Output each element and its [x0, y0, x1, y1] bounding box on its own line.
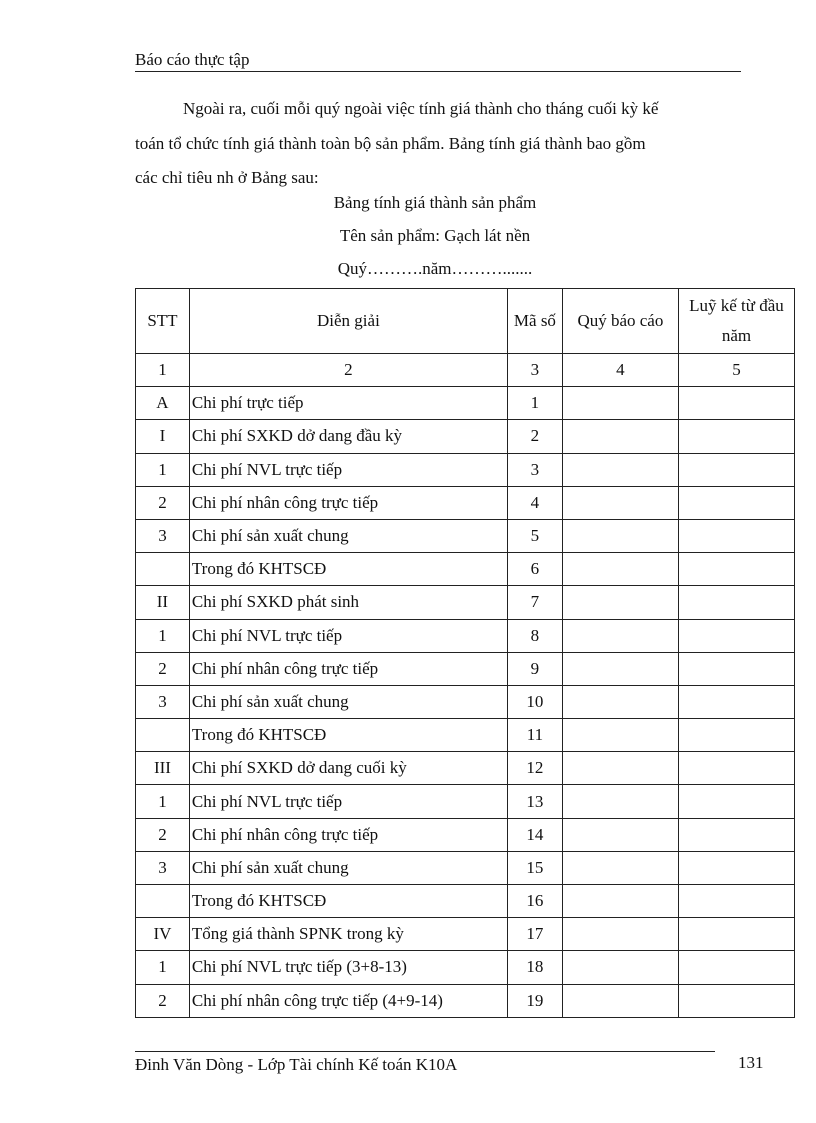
- cell-description: Trong đó KHTSCĐ: [189, 885, 507, 918]
- table-row: [136, 553, 795, 586]
- cell-description: Chi phí SXKD dở dang cuối kỳ: [189, 752, 507, 785]
- column-number: 2: [189, 354, 507, 387]
- cell-stt: 1: [136, 951, 190, 984]
- table-row: [136, 586, 795, 619]
- cell-quarter: [562, 818, 678, 851]
- table-row: [136, 719, 795, 752]
- table-row: [136, 984, 795, 1017]
- cell-description: Tổng giá thành SPNK trong kỳ: [189, 918, 507, 951]
- cell-code: 3: [507, 453, 562, 486]
- page-header: [135, 49, 741, 72]
- intro-line: Ngoài ra, cuối mỗi quý ngoài việc tính giá thành cho tháng cuối kỳ kế: [183, 99, 659, 118]
- cell-cumulative: [678, 553, 794, 586]
- cell-quarter: [562, 586, 678, 619]
- cell-cumulative: [678, 453, 794, 486]
- cell-stt: 1: [136, 785, 190, 818]
- cell-cumulative: [678, 851, 794, 884]
- table-row: [136, 685, 795, 718]
- cell-quarter: [562, 685, 678, 718]
- cell-cumulative: [678, 984, 794, 1017]
- cell-stt: 3: [136, 851, 190, 884]
- cell-quarter: [562, 420, 678, 453]
- col-header-code: Mã số: [507, 289, 562, 354]
- cell-quarter: [562, 918, 678, 951]
- cell-cumulative: [678, 652, 794, 685]
- cell-code: 1: [507, 387, 562, 420]
- cell-code: 7: [507, 586, 562, 619]
- column-number: 3: [507, 354, 562, 387]
- cell-stt: [136, 885, 190, 918]
- cell-description: Chi phí SXKD dở dang đầu kỳ: [189, 420, 507, 453]
- col-header-cumulative: Luỹ kế từ đầu năm: [678, 289, 794, 354]
- table-row: [136, 519, 795, 552]
- table-row: [136, 918, 795, 951]
- cell-stt: 1: [136, 453, 190, 486]
- period-line: Quý……….năm……….......: [337, 259, 533, 278]
- column-number: 5: [678, 354, 794, 387]
- cell-quarter: [562, 951, 678, 984]
- cell-quarter: [562, 752, 678, 785]
- cell-quarter: [562, 885, 678, 918]
- table-row: [136, 420, 795, 453]
- table-header-row: [136, 289, 795, 354]
- product-name: Tên sản phẩm: Gạch lát nền: [339, 226, 531, 245]
- table-row: [136, 851, 795, 884]
- cell-cumulative: [678, 752, 794, 785]
- table-row: [136, 453, 795, 486]
- column-number-row: [136, 354, 795, 387]
- cell-quarter: [562, 719, 678, 752]
- col-header-description: Diễn giải: [189, 289, 507, 354]
- cell-cumulative: [678, 885, 794, 918]
- cell-stt: A: [136, 387, 190, 420]
- cell-code: 12: [507, 752, 562, 785]
- cell-code: 11: [507, 719, 562, 752]
- intro-paragraph: [135, 92, 725, 196]
- cell-stt: III: [136, 752, 190, 785]
- cost-table: [135, 288, 795, 1018]
- cell-quarter: [562, 984, 678, 1017]
- cell-code: 2: [507, 420, 562, 453]
- cell-cumulative: [678, 918, 794, 951]
- table-row: [136, 652, 795, 685]
- table-title: Bảng tính giá thành sản phẩm: [333, 193, 537, 212]
- table-row: [136, 818, 795, 851]
- cell-description: Chi phí trực tiếp: [189, 387, 507, 420]
- cell-description: Chi phí NVL trực tiếp: [189, 785, 507, 818]
- cell-description: Chi phí nhân công trực tiếp (4+9-14): [189, 984, 507, 1017]
- cell-code: 9: [507, 652, 562, 685]
- cell-stt: [136, 553, 190, 586]
- cell-description: Chi phí NVL trực tiếp: [189, 453, 507, 486]
- cell-code: 19: [507, 984, 562, 1017]
- cell-code: 10: [507, 685, 562, 718]
- header-title: Báo cáo thực tập: [135, 50, 250, 69]
- cell-stt: II: [136, 586, 190, 619]
- cell-code: 17: [507, 918, 562, 951]
- cell-stt: IV: [136, 918, 190, 951]
- cell-stt: [136, 719, 190, 752]
- cell-stt: I: [136, 420, 190, 453]
- page-number: 131: [738, 1053, 764, 1072]
- cell-description: Chi phí nhân công trực tiếp: [189, 652, 507, 685]
- cell-cumulative: [678, 586, 794, 619]
- cell-stt: 2: [136, 652, 190, 685]
- cell-description: Chi phí nhân công trực tiếp: [189, 486, 507, 519]
- col-header-quarter: Quý báo cáo: [562, 289, 678, 354]
- table-row: [136, 486, 795, 519]
- cell-description: Chi phí sản xuất chung: [189, 685, 507, 718]
- cell-cumulative: [678, 486, 794, 519]
- cell-description: Chi phí sản xuất chung: [189, 519, 507, 552]
- cell-quarter: [562, 652, 678, 685]
- cell-cumulative: [678, 951, 794, 984]
- table-row: [136, 785, 795, 818]
- table-row: [136, 752, 795, 785]
- cell-cumulative: [678, 519, 794, 552]
- cell-quarter: [562, 453, 678, 486]
- col-header-stt: STT: [136, 289, 190, 354]
- table-row: [136, 619, 795, 652]
- column-number: 4: [562, 354, 678, 387]
- cell-description: Chi phí nhân công trực tiếp: [189, 818, 507, 851]
- cell-description: Chi phí SXKD phát sinh: [189, 586, 507, 619]
- column-number: 1: [136, 354, 190, 387]
- cell-stt: 1: [136, 619, 190, 652]
- cell-cumulative: [678, 719, 794, 752]
- cell-code: 6: [507, 553, 562, 586]
- cell-description: Chi phí NVL trực tiếp (3+8-13): [189, 951, 507, 984]
- cell-quarter: [562, 387, 678, 420]
- cell-quarter: [562, 553, 678, 586]
- cell-description: Trong đó KHTSCĐ: [189, 719, 507, 752]
- table-row: [136, 885, 795, 918]
- cell-stt: 2: [136, 818, 190, 851]
- cell-description: Trong đó KHTSCĐ: [189, 553, 507, 586]
- cell-code: 18: [507, 951, 562, 984]
- cell-cumulative: [678, 685, 794, 718]
- footer-author: Đinh Văn Dòng - Lớp Tài chính Kế toán K10A: [135, 1055, 458, 1074]
- table-row: [136, 951, 795, 984]
- cell-description: Chi phí NVL trực tiếp: [189, 619, 507, 652]
- cell-stt: 2: [136, 486, 190, 519]
- cell-code: 14: [507, 818, 562, 851]
- cell-code: 16: [507, 885, 562, 918]
- cell-stt: 2: [136, 984, 190, 1017]
- cell-code: 8: [507, 619, 562, 652]
- cell-code: 13: [507, 785, 562, 818]
- cell-cumulative: [678, 420, 794, 453]
- cell-quarter: [562, 785, 678, 818]
- cell-quarter: [562, 486, 678, 519]
- cell-description: Chi phí sản xuất chung: [189, 851, 507, 884]
- intro-line: toán tổ chức tính giá thành toàn bộ sản phẩm. Bảng tính giá thành bao gồm: [135, 133, 646, 153]
- cell-code: 5: [507, 519, 562, 552]
- cell-stt: 3: [136, 519, 190, 552]
- intro-line: các chỉ tiêu nh ở Bảng sau:: [135, 168, 319, 187]
- cell-quarter: [562, 619, 678, 652]
- cell-quarter: [562, 519, 678, 552]
- cell-cumulative: [678, 387, 794, 420]
- cell-cumulative: [678, 619, 794, 652]
- cell-code: 4: [507, 486, 562, 519]
- footer-divider: [135, 1051, 715, 1052]
- cell-stt: 3: [136, 685, 190, 718]
- cell-code: 15: [507, 851, 562, 884]
- cell-quarter: [562, 851, 678, 884]
- cell-cumulative: [678, 818, 794, 851]
- cell-cumulative: [678, 785, 794, 818]
- table-row: [136, 387, 795, 420]
